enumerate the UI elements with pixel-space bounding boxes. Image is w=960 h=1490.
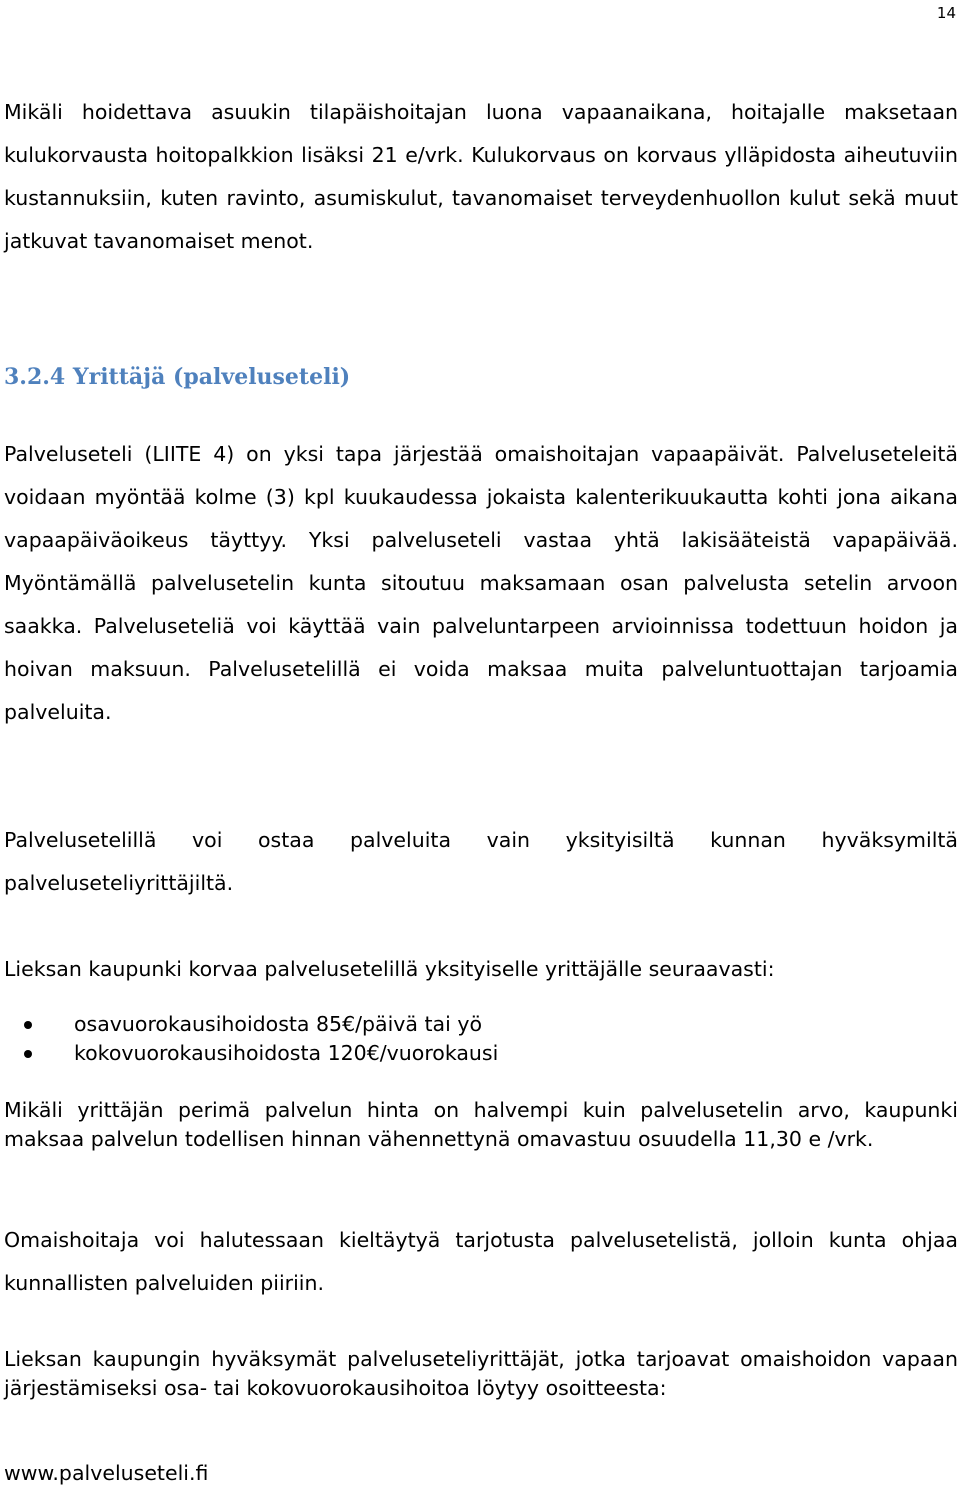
list-item xyxy=(0,1010,958,1039)
paragraph-approved-providers: Lieksan kaupungin hyväksymät palveluseteliyrittäjät, jotka tarjoavat omaishoidon vapaan järjestämiseksi osa- tai kokovuorokausihoitoa löytyy osoitteesta: xyxy=(4,1347,958,1400)
list-item xyxy=(0,1039,958,1068)
list-item-text: kokovuorokausihoidosta 120€/vuorokausi xyxy=(74,1041,499,1065)
intro-paragraph: Mikäli hoidettava asuukin tilapäishoitajan luona vapaanaikana, hoitajalle maksetaan kulukorvausta hoitopalkkion lisäksi 21 e/vrk. Kulukorvaus on korvaus ylläpidosta aiheutuviin kustannuksiin, kuten ravinto, asumiskulut, tavanomaiset terveydenhuollon kulut sekä muut jatkuvat tavanomaiset menot. xyxy=(4,100,958,253)
bullet-icon xyxy=(24,1050,32,1058)
paragraph-compensation: Lieksan kaupunki korvaa palvelusetelillä yksityiselle yrittäjälle seuraavasti: xyxy=(4,957,775,981)
paragraph-providers: Palvelusetelillä voi ostaa palveluita vain yksityisiltä kunnan hyväksymiltä palveluseteliyrittäjiltä. xyxy=(4,828,958,895)
paragraph-palveluseteli-intro: Palveluseteli (LIITE 4) on yksi tapa järjestää omaishoitajan vapaapäivät. Palveluseteleitä voidaan myöntää kolme (3) kpl kuukaudessa jokaista kalenterikuukautta kohti jona aikana vapaapäiväoikeus täyttyy. Yksi palveluseteli vastaa yhtä lakisääteistä vapapäivää. Myöntämällä palvelusetelin kunta sitoutuu maksamaan osan palvelusta setelin arvoon saakka. Palveluseteliä voi käyttää vain palveluntarpeen arvioinnissa todettuun hoidon ja hoivan maksuun. Palvelusetelillä ei voida maksaa muita palveluntuottajan tarjoamia palveluita. xyxy=(4,442,958,724)
compensation-list xyxy=(0,1010,958,1068)
palveluseteli-link[interactable]: www.palveluseteli.fi xyxy=(4,1461,209,1485)
section-heading: 3.2.4 Yrittäjä (palveluseteli) xyxy=(4,364,351,390)
page-number: 14 xyxy=(936,4,956,22)
list-item-text: osavuorokausihoidosta 85€/päivä tai yö xyxy=(74,1012,482,1036)
bullet-icon xyxy=(24,1021,32,1029)
paragraph-price-difference: Mikäli yrittäjän perimä palvelun hinta on halvempi kuin palvelusetelin arvo, kaupunki maksaa palvelun todellisen hinnan vähennettynä omavastuu osuudella 11,30 e /vrk. xyxy=(4,1098,958,1151)
paragraph-refusal: Omaishoitaja voi halutessaan kieltäytyä tarjotusta palvelusetelistä, jolloin kunta ohjaa kunnallisten palveluiden piiriin. xyxy=(4,1228,958,1295)
